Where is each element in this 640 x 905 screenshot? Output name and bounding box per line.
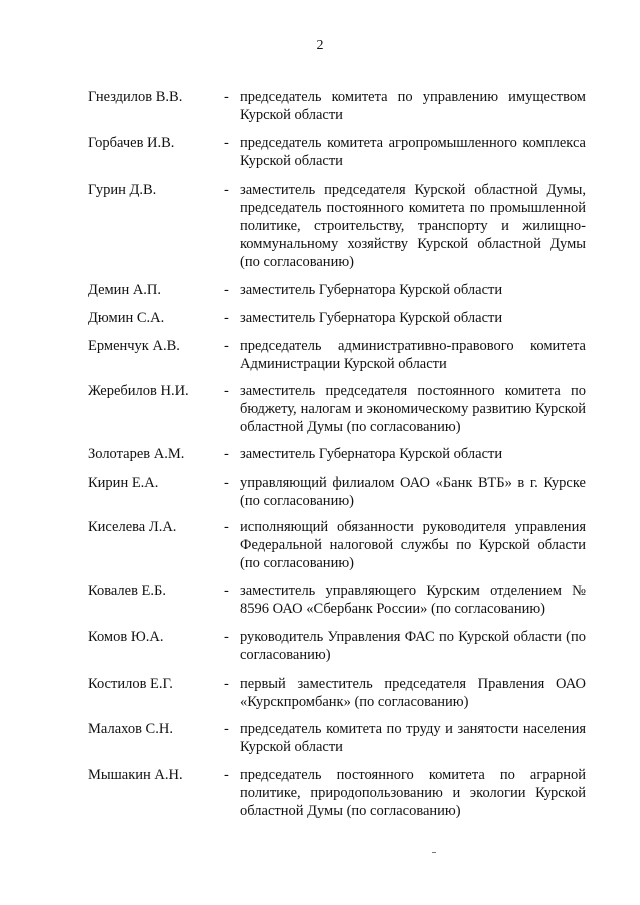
separator-dash: - — [224, 383, 229, 399]
separator-dash: - — [224, 282, 229, 298]
member-position: заместитель председателя Курской областной Думы, председатель постоянного комитета по промышленной политике, строительству, транспорту и жилищно-коммунальному хозяйству Курской областной Думы (по согласованию) — [240, 182, 586, 270]
member-position: заместитель управляющего Курским отделением № 8596 ОАО «Сбербанк России» (по согласованию) — [240, 583, 586, 617]
member-name: Киселева Л.А. — [88, 519, 177, 535]
separator-dash: - — [224, 721, 229, 737]
member-position: заместитель председателя постоянного комитета по бюджету, налогам и экономическому развитию Курской областной Думы (по согласованию) — [240, 383, 586, 435]
member-position: заместитель Губернатора Курской области — [240, 310, 503, 326]
separator-dash: - — [224, 89, 229, 105]
separator-dash: - — [224, 182, 229, 198]
member-position: председатель административно-правового комитета Администрации Курской области — [240, 338, 586, 372]
member-name: Мышакин А.Н. — [88, 767, 183, 783]
member-name: Ковалев Е.Б. — [88, 583, 166, 599]
separator-dash: - — [224, 767, 229, 783]
separator-dash: - — [224, 519, 229, 535]
member-name: Демин А.П. — [88, 282, 162, 298]
member-position: первый заместитель председателя Правления ОАО «Курскпромбанк» (по согласованию) — [240, 676, 586, 710]
member-position: председатель комитета по труду и занятости населения Курской области — [240, 721, 586, 755]
member-name: Комов Ю.А. — [88, 629, 164, 645]
scan-speck — [432, 852, 436, 853]
separator-dash: - — [224, 310, 229, 326]
member-position: председатель комитета агропромышленного комплекса Курской области — [240, 135, 586, 169]
separator-dash: - — [224, 583, 229, 599]
member-name: Жеребилов Н.И. — [88, 383, 189, 399]
separator-dash: - — [224, 446, 229, 462]
page-number: 2 — [316, 38, 324, 53]
member-name: Кирин Е.А. — [88, 475, 159, 491]
separator-dash: - — [224, 338, 229, 354]
member-position: председатель комитета по управлению имуществом Курской области — [240, 89, 586, 123]
member-position: управляющий филиалом ОАО «Банк ВТБ» в г. Курске (по согласованию) — [240, 475, 586, 509]
member-position: исполняющий обязанности руководителя управления Федеральной налоговой службы по Курской области (по согласованию) — [240, 519, 586, 571]
member-name: Горбачев И.В. — [88, 135, 175, 151]
member-name: Дюмин С.А. — [88, 310, 165, 326]
member-position: председатель постоянного комитета по аграрной политике, природопользованию и экологии Курской областной Думы (по согласованию) — [240, 767, 586, 819]
member-name: Малахов С.Н. — [88, 721, 173, 737]
member-name: Золотарев А.М. — [88, 446, 185, 462]
separator-dash: - — [224, 676, 229, 692]
member-position: руководитель Управления ФАС по Курской области (по согласованию) — [240, 629, 586, 663]
separator-dash: - — [224, 629, 229, 645]
member-name: Гурин Д.В. — [88, 182, 157, 198]
separator-dash: - — [224, 475, 229, 491]
member-name: Ерменчук А.В. — [88, 338, 180, 354]
member-name: Костилов Е.Г. — [88, 676, 173, 692]
separator-dash: - — [224, 135, 229, 151]
member-name: Гнездилов В.В. — [88, 89, 183, 105]
member-position: заместитель Губернатора Курской области — [240, 282, 503, 298]
member-position: заместитель Губернатора Курской области — [240, 446, 503, 462]
